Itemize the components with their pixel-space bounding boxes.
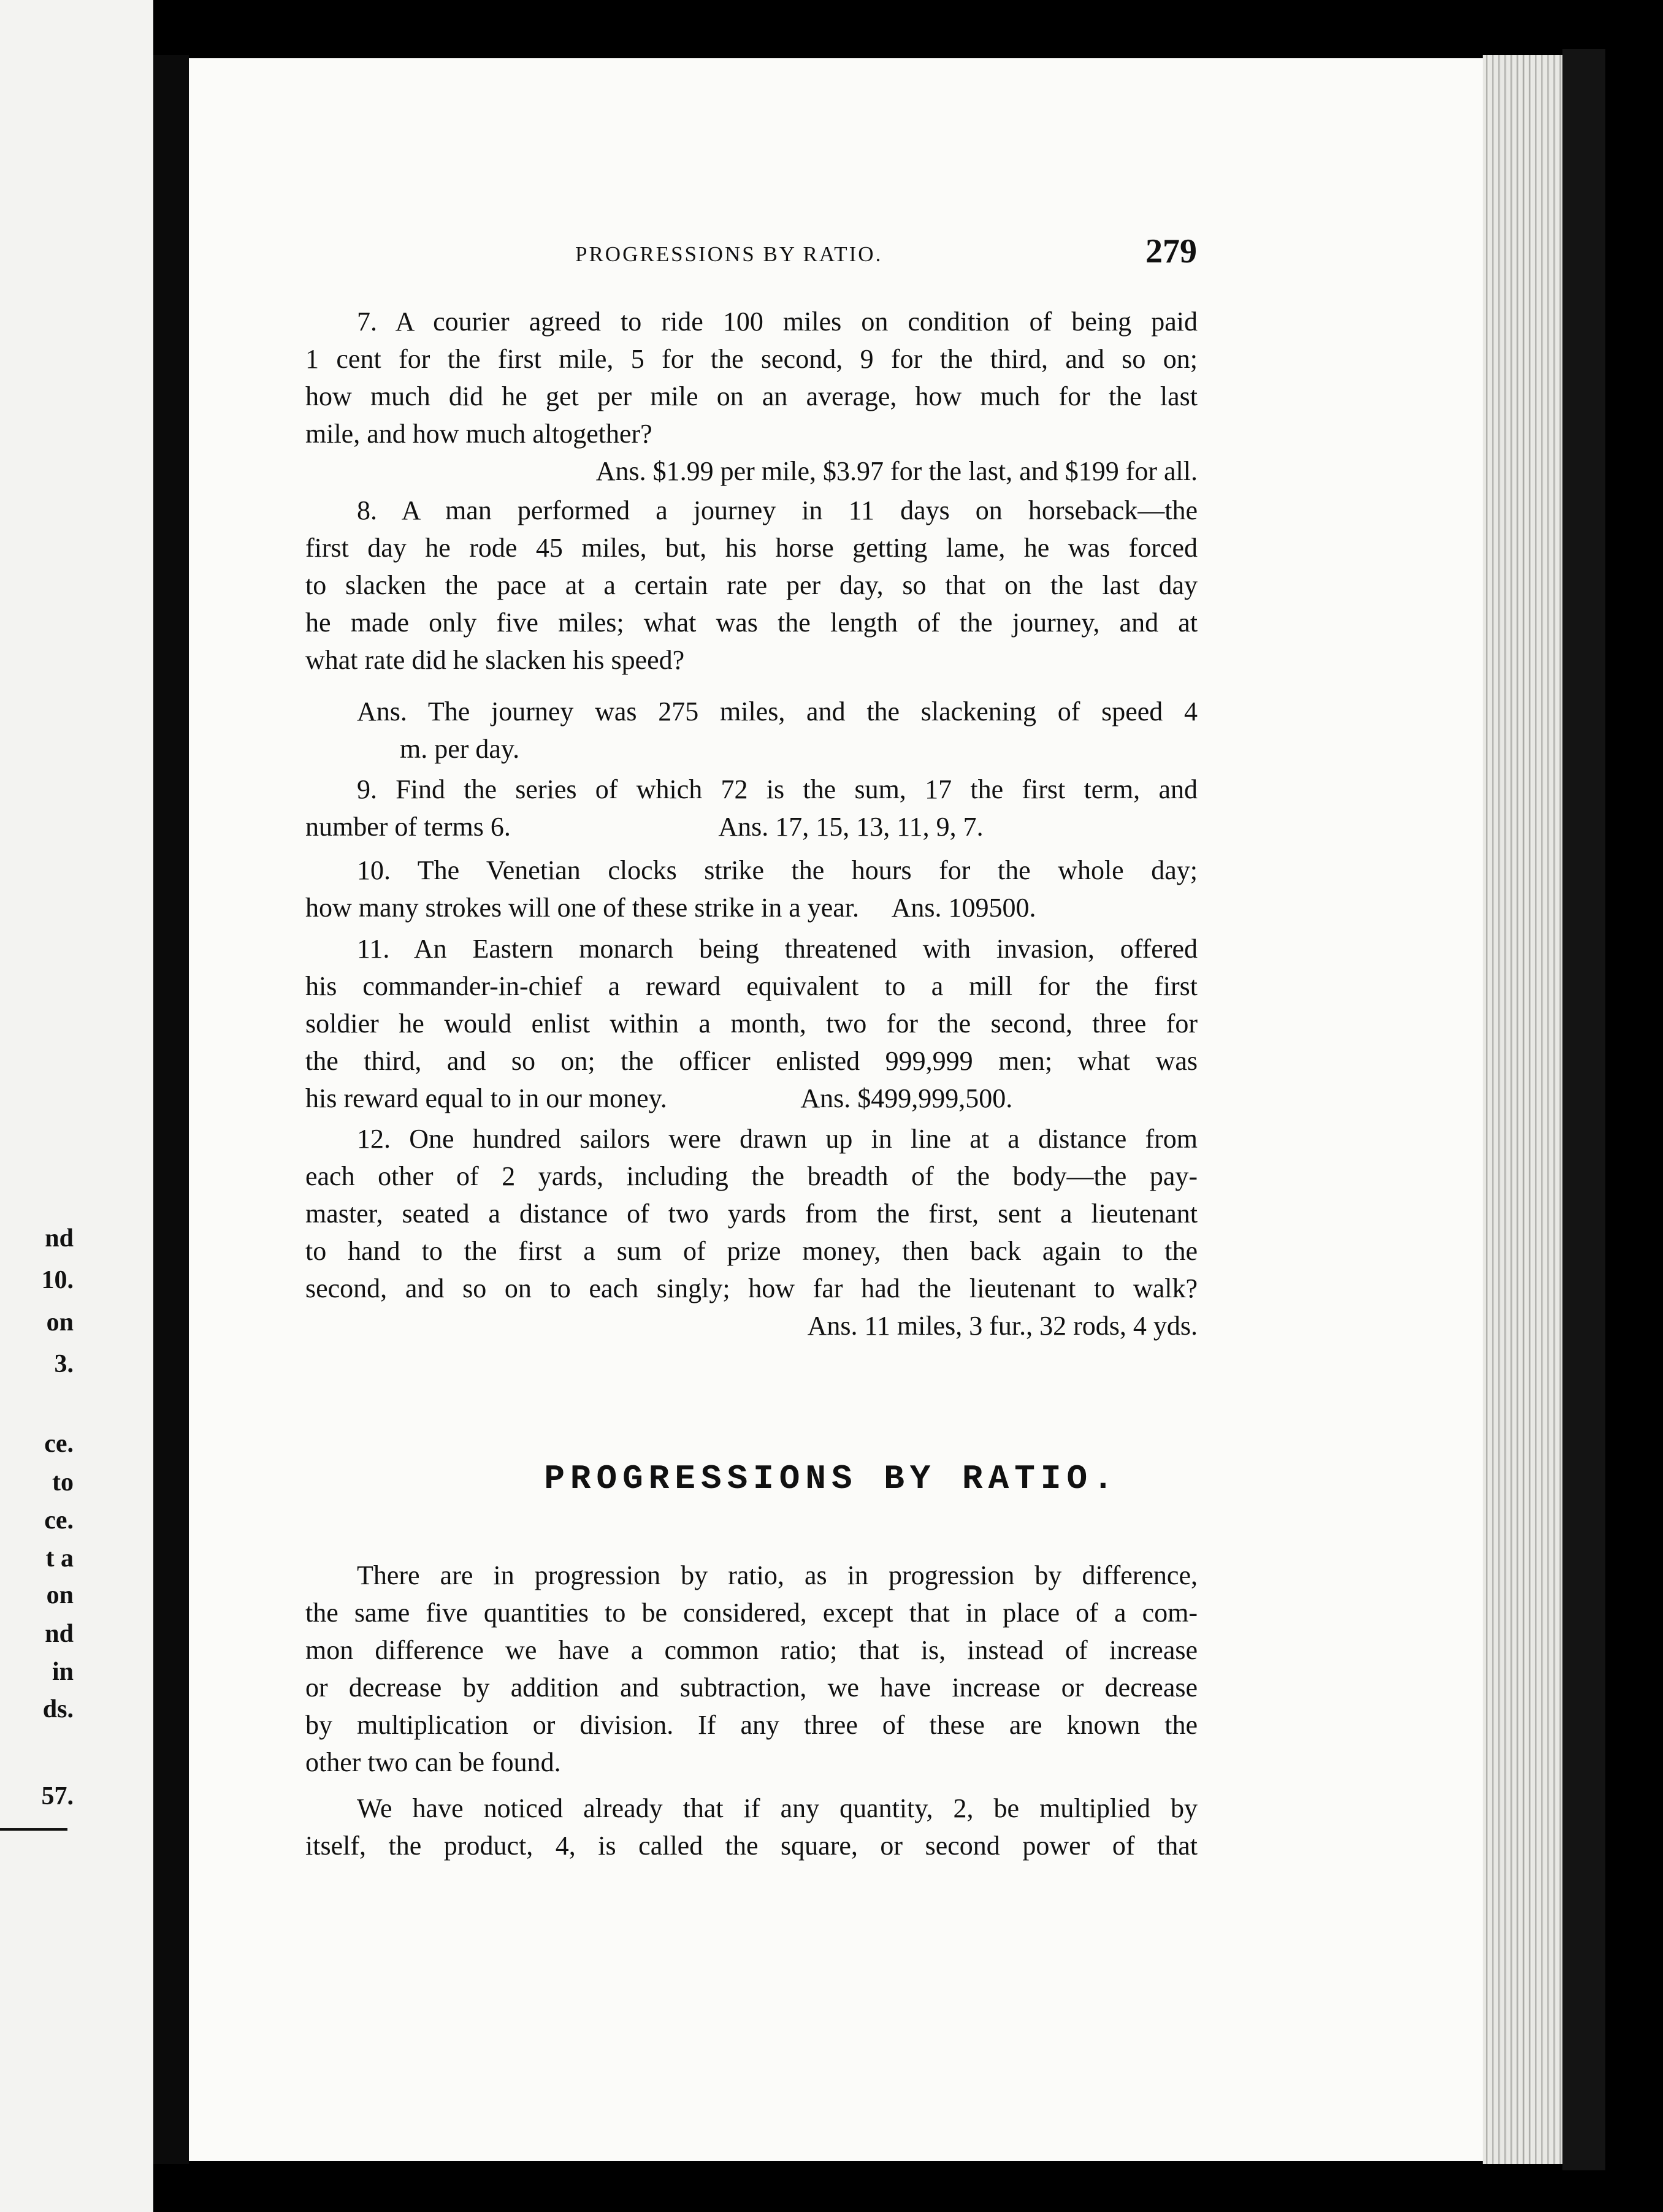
left-fragment: ce. <box>44 1430 74 1458</box>
problem-7-line: mile, and how much altogether? <box>305 419 652 449</box>
page-number: 279 <box>1145 232 1197 270</box>
section-body-line: mon difference we have a common ratio; that is, instead of increase <box>305 1635 1198 1665</box>
page-edges <box>1483 55 1562 2164</box>
problem-8-line: what rate did he slacken his speed? <box>305 645 685 675</box>
left-fragment: on <box>46 1581 74 1609</box>
book-gutter <box>153 55 189 2164</box>
left-fragment: to <box>52 1468 74 1497</box>
problem-11-line: soldier he would enlist within a month, two for the second, three for <box>305 1009 1198 1039</box>
section-body-line: or decrease by addition and subtraction, we have increase or decrease <box>305 1672 1198 1703</box>
left-fragment: t a <box>45 1544 74 1573</box>
left-fragment: 3. <box>54 1350 74 1378</box>
problem-8-line: 8. A man performed a journey in 11 days on horseback—the <box>357 495 1198 525</box>
previous-page-fragment <box>0 0 153 2212</box>
problem-12-line: to hand to the first a sum of prize money, then back again to the <box>305 1236 1198 1266</box>
left-fragment: 57. <box>41 1782 74 1810</box>
problem-9-line: 9. Find the series of which 72 is the sum, 17 the first term, and <box>357 774 1198 804</box>
problem-12-answer: Ans. 11 miles, 3 fur., 32 rods, 4 yds. <box>807 1311 1198 1341</box>
problem-8-answer: Ans. The journey was 275 miles, and the slackening of speed 4 <box>357 696 1198 727</box>
problem-7-answer: Ans. $1.99 per mile, $3.97 for the last, and $199 for all. <box>595 456 1198 486</box>
left-page-rule <box>0 1828 67 1831</box>
section-body-line: by multiplication or division. If any three of these are known the <box>305 1710 1198 1740</box>
problem-11-line: 11. An Eastern monarch being threatened with invasion, offered <box>357 934 1198 964</box>
left-fragment: ds. <box>42 1695 74 1723</box>
problem-10-line: how many strokes will one of these strike in a year. Ans. 109500. <box>305 893 1036 923</box>
left-fragment: on <box>46 1308 74 1337</box>
problem-8-answer: m. per day. <box>400 734 520 764</box>
problem-7-line: 1 cent for the first mile, 5 for the second, 9 for the third, and so on; <box>305 344 1198 374</box>
section-body-line: other two can be found. <box>305 1747 561 1777</box>
section-heading: PROGRESSIONS BY RATIO. <box>544 1459 1119 1498</box>
left-fragment: 10. <box>41 1266 74 1294</box>
problem-12-line: master, seated a distance of two yards from the first, sent a lieutenant <box>305 1199 1198 1229</box>
problem-11-line: his commander-in-chief a reward equivalent to a mill for the first <box>305 971 1198 1001</box>
problem-7-line: how much did he get per mile on an average, how much for the last <box>305 381 1198 411</box>
section-body-line: We have noticed already that if any quantity, 2, be multiplied by <box>357 1793 1198 1823</box>
running-head: PROGRESSIONS BY RATIO. <box>575 242 883 266</box>
problem-12-line: 12. One hundred sailors were drawn up in line at a distance from <box>357 1124 1198 1154</box>
left-fragment: nd <box>45 1224 74 1253</box>
problem-9-line: number of terms 6. Ans. 17, 15, 13, 11, 9, 7. <box>305 812 984 842</box>
left-fragment: ce. <box>44 1506 74 1535</box>
section-body-line: There are in progression by ratio, as in progression by difference, <box>357 1560 1198 1590</box>
problem-8-line: to slacken the pace at a certain rate per day, so that on the last day <box>305 570 1198 600</box>
section-body-line: itself, the product, 4, is called the square, or second power of that <box>305 1831 1198 1861</box>
problem-8-line: he made only five miles; what was the length of the journey, and at <box>305 608 1198 638</box>
problem-12-line: second, and so on to each singly; how far had the lieutenant to walk? <box>305 1273 1198 1303</box>
problem-11-line: the third, and so on; the officer enlisted 999,999 men; what was <box>305 1046 1198 1076</box>
problem-12-line: each other of 2 yards, including the breadth of the body—the pay- <box>305 1161 1198 1191</box>
left-fragment: nd <box>45 1620 74 1648</box>
problem-7-line: 7. A courier agreed to ride 100 miles on condition of being paid <box>357 307 1198 337</box>
section-body-line: the same five quantities to be considered, except that in place of a com- <box>305 1598 1198 1628</box>
left-fragment: in <box>52 1658 74 1686</box>
book-cover-edge <box>1562 49 1605 2170</box>
problem-8-line: first day he rode 45 miles, but, his horse getting lame, he was forced <box>305 533 1198 563</box>
problem-11-line: his reward equal to in our money. Ans. $499,999,500. <box>305 1083 1013 1113</box>
problem-10-line: 10. The Venetian clocks strike the hours for the whole day; <box>357 855 1198 885</box>
